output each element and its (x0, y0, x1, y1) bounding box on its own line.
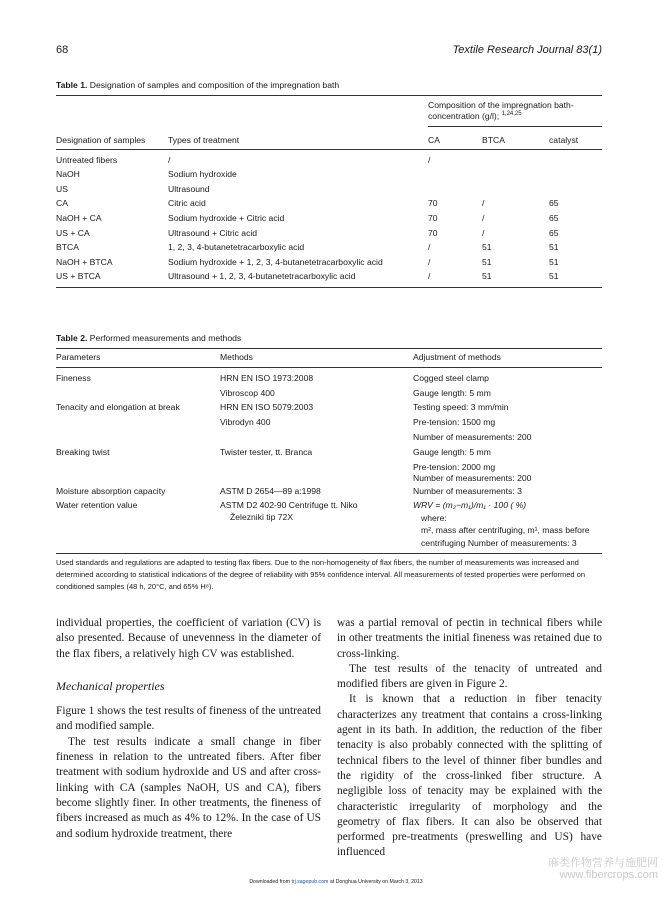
table1-cell: 65 (549, 198, 559, 208)
table2-top-rule (56, 348, 602, 349)
table1-group-rule (428, 126, 602, 127)
table1-header-btca: BTCA (482, 135, 505, 145)
table1-cell: Ultrasound + 1, 2, 3, 4-butanetetracarboxylic acid (168, 271, 356, 281)
table2-cell: Testing speed: 3 mm/min (413, 402, 509, 412)
table1-group-header-refs: 1,24,25 (501, 111, 522, 117)
table2-header-rule (56, 367, 602, 368)
wrv-definition-line2: centrifuging Number of measurements: 3 (421, 538, 577, 548)
table1-cell: Sodium hydroxide + Citric acid (168, 213, 285, 223)
table2-cell: Breaking twist (56, 447, 110, 457)
table1-cell: BTCA (56, 242, 79, 252)
table1-cell: 65 (549, 228, 559, 238)
table1-top-rule (56, 95, 602, 96)
table1-cell: / (428, 155, 431, 165)
table1-cell: US + BTCA (56, 271, 101, 281)
table2-cell: Cogged steel clamp (413, 373, 489, 383)
table2-cell: HRN EN ISO 5079:2003 (220, 402, 314, 412)
footer-suffix: at Donghua University on March 3, 2013 (329, 879, 423, 885)
table1-cell: / (428, 271, 431, 281)
table2-cell: Gauge length: 5 mm (413, 447, 491, 457)
table2-cell: Water retention value (56, 500, 138, 510)
table2-cell: Twister tester, tt. Branca (220, 447, 313, 457)
table2-cell: Tenacity and elongation at break (56, 402, 180, 412)
table1-header-rule (56, 149, 602, 150)
table1-cell: 70 (428, 213, 438, 223)
page-number: 68 (56, 44, 69, 56)
table1-cell: 70 (428, 228, 438, 238)
table1-cell: 51 (482, 257, 492, 267)
table1-cell: 65 (549, 213, 559, 223)
paragraph: Figure 1 shows the test results of fineness of the untreated and modified sample. (56, 705, 321, 733)
paragraph: The test results indicate a small change in fiber fineness in relation to the untreated fibers. After fiber treatment with sodium hydroxide and US and after cross-linking with CA (samples NaOH, US and CA), fibers become slightly finer. In other treatments, the fineness of fibers increased as much as 4% to 12%. In the case of US and sodium hydroxide treatment, there (56, 735, 321, 840)
table1-header-treatment: Types of treatment (168, 135, 240, 145)
table1-header-catalyst: catalyst (549, 135, 579, 145)
paragraph: It is known that a reduction in fiber tenacity characterizes any treatment that contains a cross-linking agent in its bath. In addition, the reduction of the fiber tenacity is also probably connected with the splitting of technical fibers to the level of thinner fiber bundles and the rigidity of the cross-linked fiber structure. A negligible loss of tenacity may be explained with the characteristic irregularity of morphology and the geometry of flax fibers. It can also be observed that performed pre-treatments (preswelling and US) have influenced (337, 693, 602, 859)
table1-cell: Citric acid (168, 198, 206, 208)
table2-header-methods: Methods (220, 352, 253, 362)
table2-cell: Moisture absorption capacity (56, 486, 166, 496)
table1-cell: 51 (549, 257, 559, 267)
footer-prefix: Downloaded from (249, 879, 290, 885)
table1-cell: 51 (482, 271, 492, 281)
table2-cell: Pre-tension: 1500 mg (413, 417, 496, 427)
table2-cell: Železniki tip 72X (230, 512, 294, 522)
running-header (56, 44, 602, 60)
table2-header-parameters: Parameters (56, 352, 101, 362)
table2-cell: Vibrodyn 400 (220, 417, 271, 427)
paragraph: was a partial removal of pectin in technical fibers while in other treatments the initial fineness was retained due to cross-linking. (337, 617, 602, 660)
table1-cell: NaOH + CA (56, 213, 102, 223)
table1-cell: 51 (482, 242, 492, 252)
table2-cell: ASTM D 2654—89 a:1998 (220, 486, 321, 496)
table1-cell: / (482, 228, 485, 238)
table1-cell: Ultrasound (168, 184, 210, 194)
table1-cell: Ultrasound + Citric acid (168, 228, 258, 238)
table1-cell: / (168, 155, 171, 165)
table1-cell: Sodium hydroxide + 1, 2, 3, 4-butanetetracarboxylic acid (168, 257, 383, 267)
table2-cell: Number of measurements: 3 (413, 486, 522, 496)
section-heading: Mechanical properties (56, 678, 165, 693)
table2-cell: ASTM D2 402-90 Centrifuge tt. Niko (220, 500, 358, 510)
table2-caption-label: Table 2. (56, 333, 88, 343)
table1-cell: CA (56, 198, 68, 208)
table1-group-header-text: Composition of the impregnation bath-concentration (g/l); (428, 100, 574, 121)
table1-cell: / (428, 257, 431, 267)
table1-cell: 51 (549, 271, 559, 281)
journal-name: Textile Research Journal 83(1) (452, 44, 602, 56)
table2-cell: HRN EN ISO 1973:2008 (220, 373, 314, 383)
wrv-where: where: (421, 513, 447, 523)
left-column (56, 616, 321, 842)
watermark-line2: www.fibercrops.com (559, 869, 658, 881)
table2-cell: Number of measurements: 200 (413, 432, 532, 442)
table2-caption-text: Performed measurements and methods (89, 333, 242, 343)
table1-caption-text: Designation of samples and composition of the impregnation bath (89, 80, 340, 90)
footer-link[interactable]: trj.sagepub.com (291, 879, 329, 885)
table1-cell: US + CA (56, 228, 90, 238)
paragraph: The test results of the tenacity of untreated and modified fibers are given in Figure 2. (337, 662, 602, 691)
table1-cell: 1, 2, 3, 4-butanetetracarboxylic acid (168, 242, 305, 252)
table1-cell: 51 (549, 242, 559, 252)
table1-bottom-rule (56, 287, 602, 288)
table1-cell: Untreated fibers (56, 155, 118, 165)
table1-cell: NaOH + BTCA (56, 257, 113, 267)
table1-cell: US (56, 184, 68, 194)
table1-cell: NaOH (56, 169, 80, 179)
table1-cell: Sodium hydroxide (168, 169, 237, 179)
table1-header-ca: CA (428, 135, 440, 145)
table-note: Used standards and regulations are adapted to testing flax fibers. Due to the non-homogeneity of flax fibers, the number of measurements was increased and determined according to statistical indications of the degree of reliability with 95% confidence interval. All measurements of tested properties were performed on conditioned samples (48 h, 20°C, and 65% H⁸). (56, 558, 586, 591)
table2-bottom-rule (56, 553, 602, 554)
table1-caption-label: Table 1. (56, 80, 88, 90)
paragraph: individual properties, the coefficient of variation (CV) is also presented. Because of unevenness in the diameter of the flax fibers, a relatively high CV was established. (56, 617, 321, 660)
table2-cell: Fineness (56, 373, 91, 383)
right-column (337, 616, 602, 861)
wrv-definition-line1: m², mass after centrifuging, m¹, mass before (421, 525, 590, 535)
table1-caption (56, 80, 339, 90)
table2-cell: Number of measurements: 200 (413, 473, 532, 483)
wrv-formula: WRV = (m₂−m₁)/m₁ · 100 ( %) (413, 500, 527, 510)
table2-cell: Pre-tension: 2000 mg (413, 462, 496, 472)
table2-caption (56, 333, 241, 343)
table2-cell: Gauge length: 5 mm (413, 388, 491, 398)
table2-cell: Vibroscop 400 (220, 388, 275, 398)
table1-cell: / (482, 213, 485, 223)
table2-header-adjustment: Adjustment of methods (413, 352, 501, 362)
table1-group-header (428, 100, 598, 122)
table1-header-designation: Designation of samples (56, 135, 146, 145)
table1-cell: / (428, 242, 431, 252)
watermark-line1: 麻类作物营养与施肥网 (548, 857, 658, 869)
table1-cell: / (482, 198, 485, 208)
table1-cell: 70 (428, 198, 438, 208)
